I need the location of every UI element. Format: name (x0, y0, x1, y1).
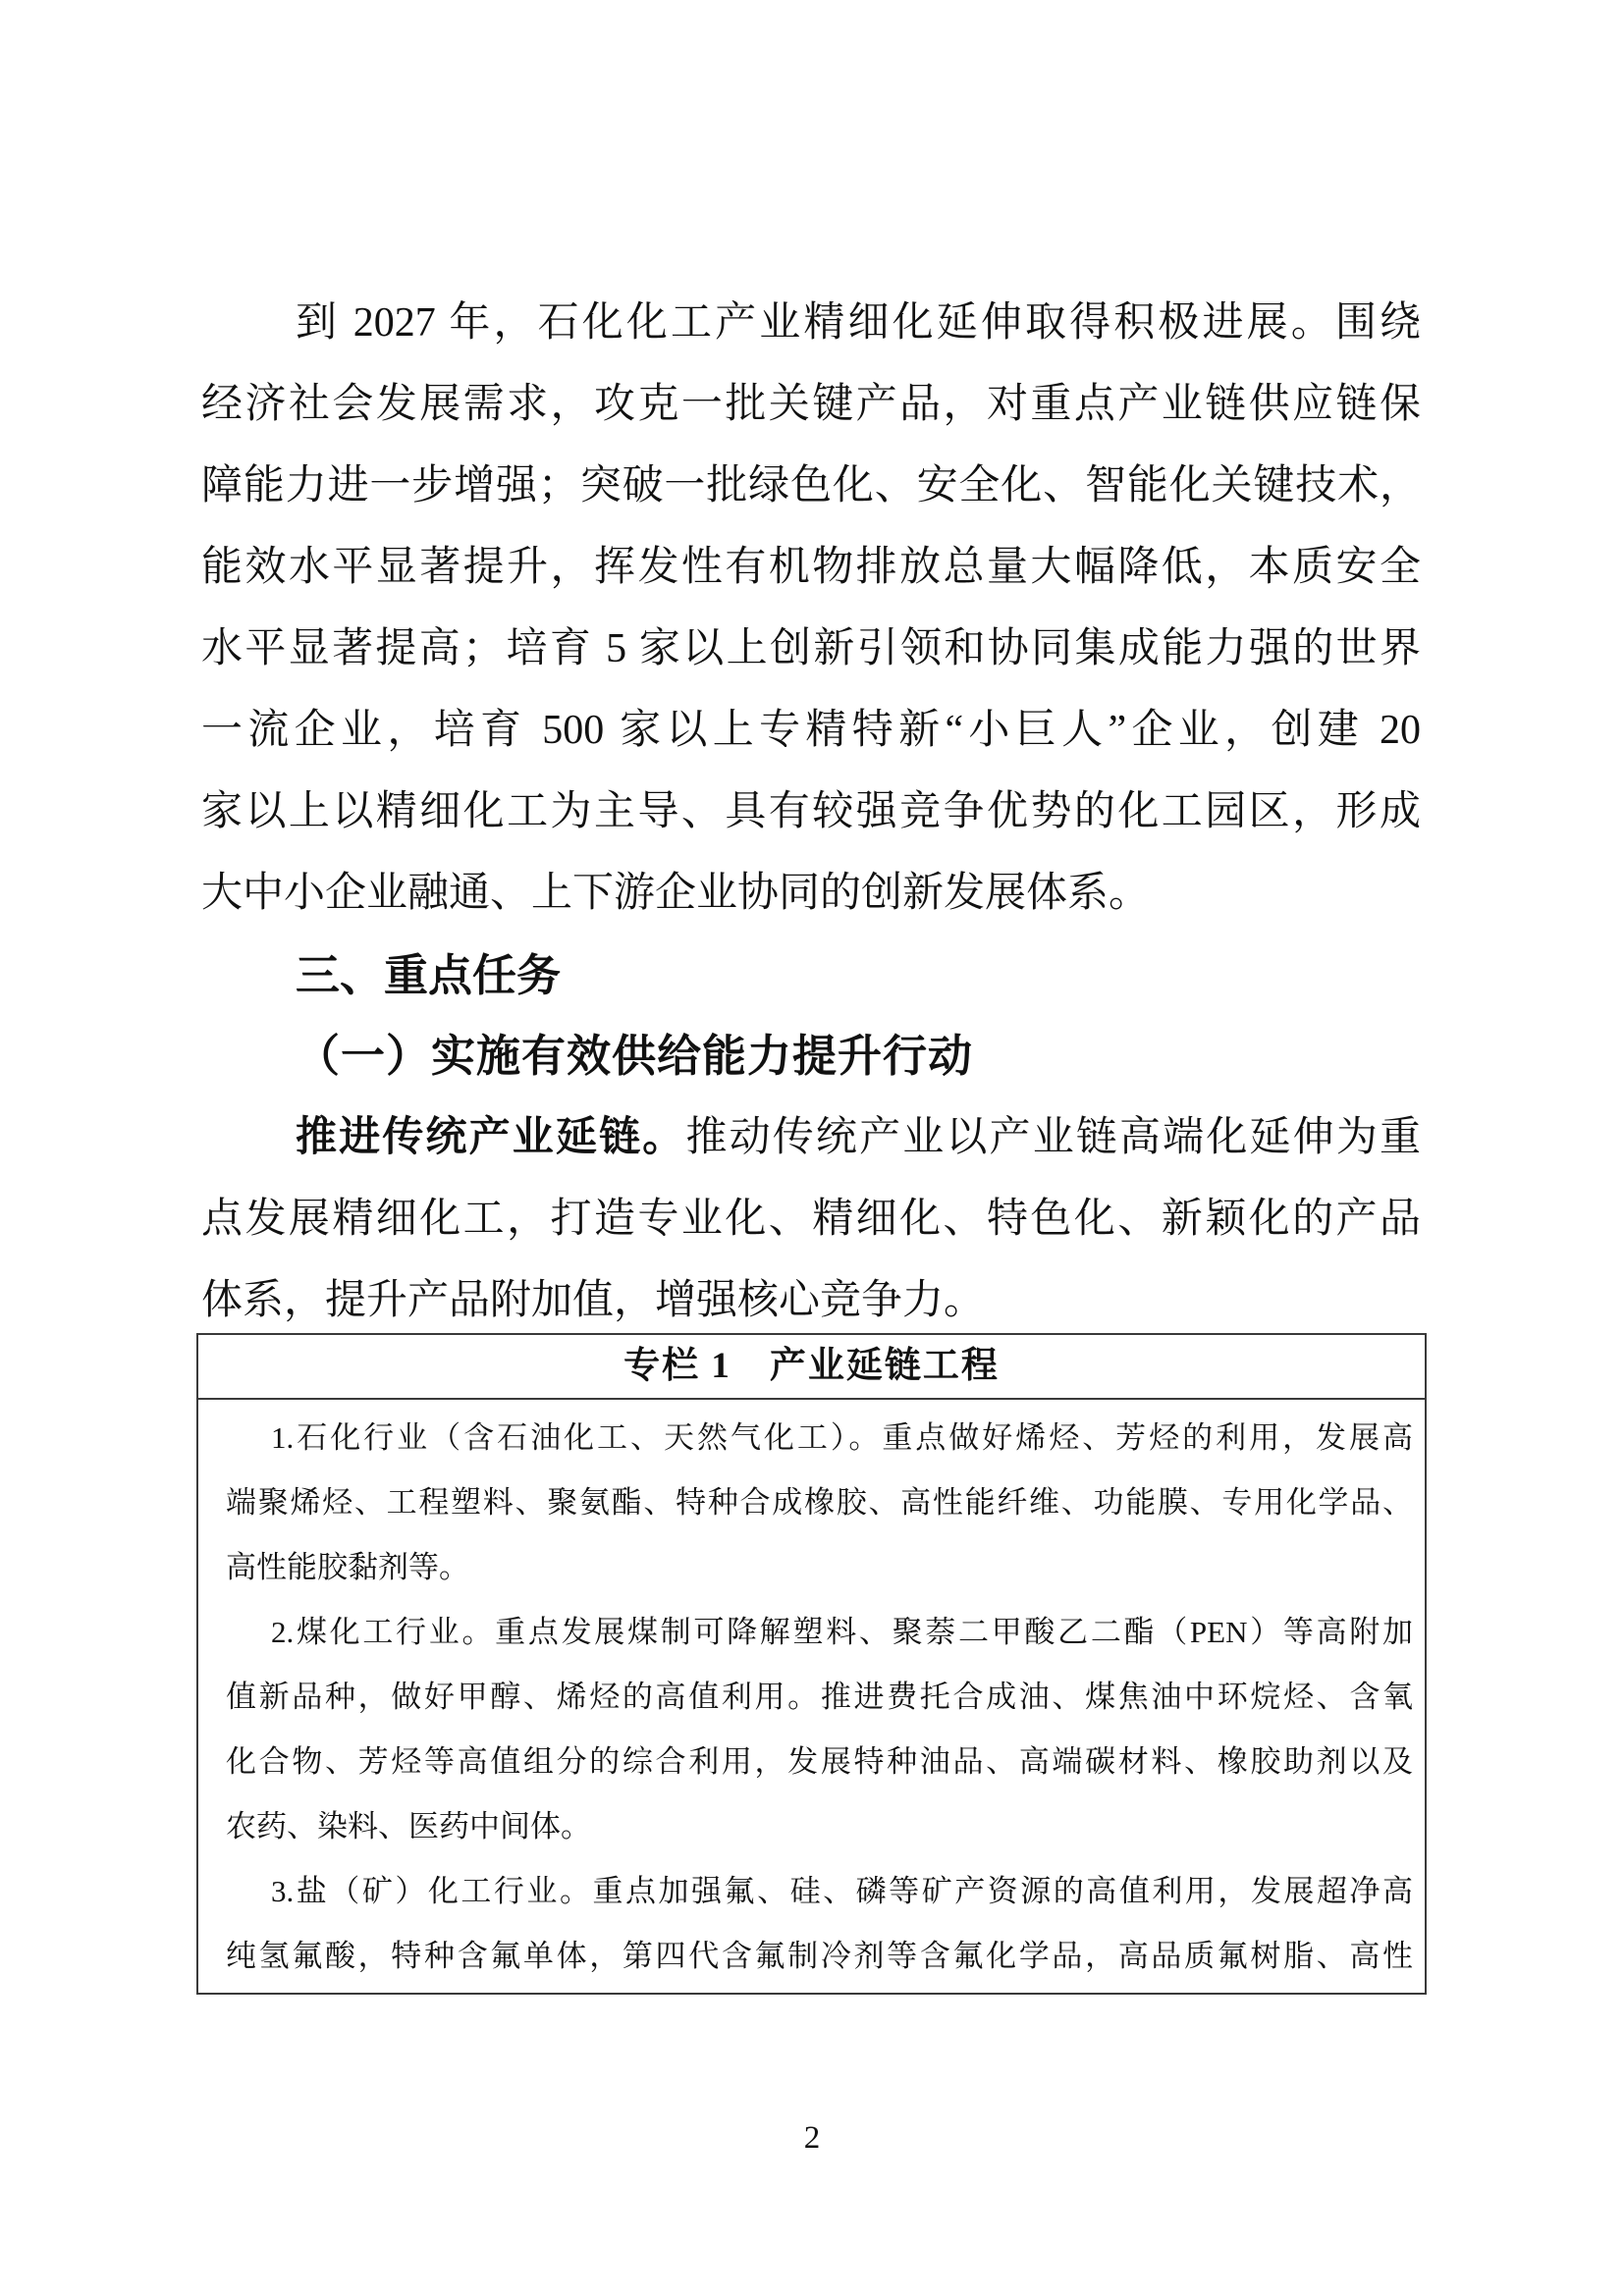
paragraph-line: 家以上以精细化工为主导、具有较强竞争优势的化工园区，形成 (201, 789, 1421, 834)
box-line: 高性能胶黏剂等。 (226, 1550, 469, 1584)
box-content (198, 1400, 1425, 1993)
paragraph-traditional-industry (201, 1097, 1421, 1342)
box-line: 纯氢氟酸，特种含氟单体，第四代含氟制冷剂等含氟化学品，高品质氟树脂、高性 (226, 1939, 1413, 1973)
column-box-industry-chain-project (196, 1333, 1427, 1995)
paragraph-line: 体系，提升产品附加值，增强核心竞争力。 (201, 1278, 986, 1323)
subsection-heading: （一）实施有效供给能力提升行动 (296, 1032, 974, 1081)
paragraph-line: 到 2027 年，石化化工产业精细化延伸取得积极进展。围绕 (296, 300, 1421, 346)
box-line: 值新品种，做好甲醇、烯烃的高值利用。推进费托合成油、煤焦油中环烷烃、含氧 (226, 1680, 1413, 1714)
box-line: 化合物、芳烃等高值组分的综合利用，发展特种油品、高端碳材料、橡胶助剂以及 (226, 1744, 1413, 1779)
paragraph-line: 障能力进一步增强；突破一批绿色化、安全化、智能化关键技术， (201, 463, 1421, 508)
box-line: 农药、染料、医药中间体。 (226, 1809, 591, 1843)
box-title: 专栏 1 产业延链工程 (198, 1335, 1425, 1400)
paragraph-goals-2027 (201, 283, 1421, 934)
paragraph-line: 经济社会发展需求，攻克一批关键产品，对重点产业链供应链保 (201, 382, 1421, 427)
bold-lead-text: 推进传统产业延链。 (296, 1115, 686, 1160)
paragraph-line: 水平显著提高；培育 5 家以上创新引领和协同集成能力强的世界 (201, 626, 1421, 671)
paragraph-line: 大中小企业融通、上下游企业协同的创新发展体系。 (201, 871, 1151, 916)
body-text-column (201, 283, 1421, 1342)
paragraph-line: 点发展精细化工，打造专业化、精细化、特色化、新颖化的产品 (201, 1197, 1421, 1242)
page-number: 2 (803, 2120, 821, 2156)
line-text: 推动传统产业以产业链高端化延伸为重 (685, 1115, 1421, 1160)
paragraph-line: 一流企业，培育 500 家以上专精特新“小巨人”企业，创建 20 (201, 708, 1421, 753)
section-heading: 三、重点任务 (296, 950, 562, 1000)
box-line: 1.石化行业（含石油化工、天然气化工）。重点做好烯烃、芳烃的利用，发展高 (271, 1420, 1413, 1455)
paragraph-line: 能效水平显著提升，挥发性有机物排放总量大幅降低，本质安全 (201, 545, 1421, 590)
paragraph-line (201, 1097, 1421, 1179)
box-line: 2.煤化工行业。重点发展煤制可降解塑料、聚萘二甲酸乙二酯（PEN）等高附加 (271, 1615, 1413, 1649)
box-line: 端聚烯烃、工程塑料、聚氨酯、特种合成橡胶、高性能纤维、功能膜、专用化学品、 (226, 1485, 1413, 1520)
box-line: 3.盐（矿）化工行业。重点加强氟、硅、磷等矿产资源的高值利用，发展超净高 (271, 1874, 1413, 1908)
